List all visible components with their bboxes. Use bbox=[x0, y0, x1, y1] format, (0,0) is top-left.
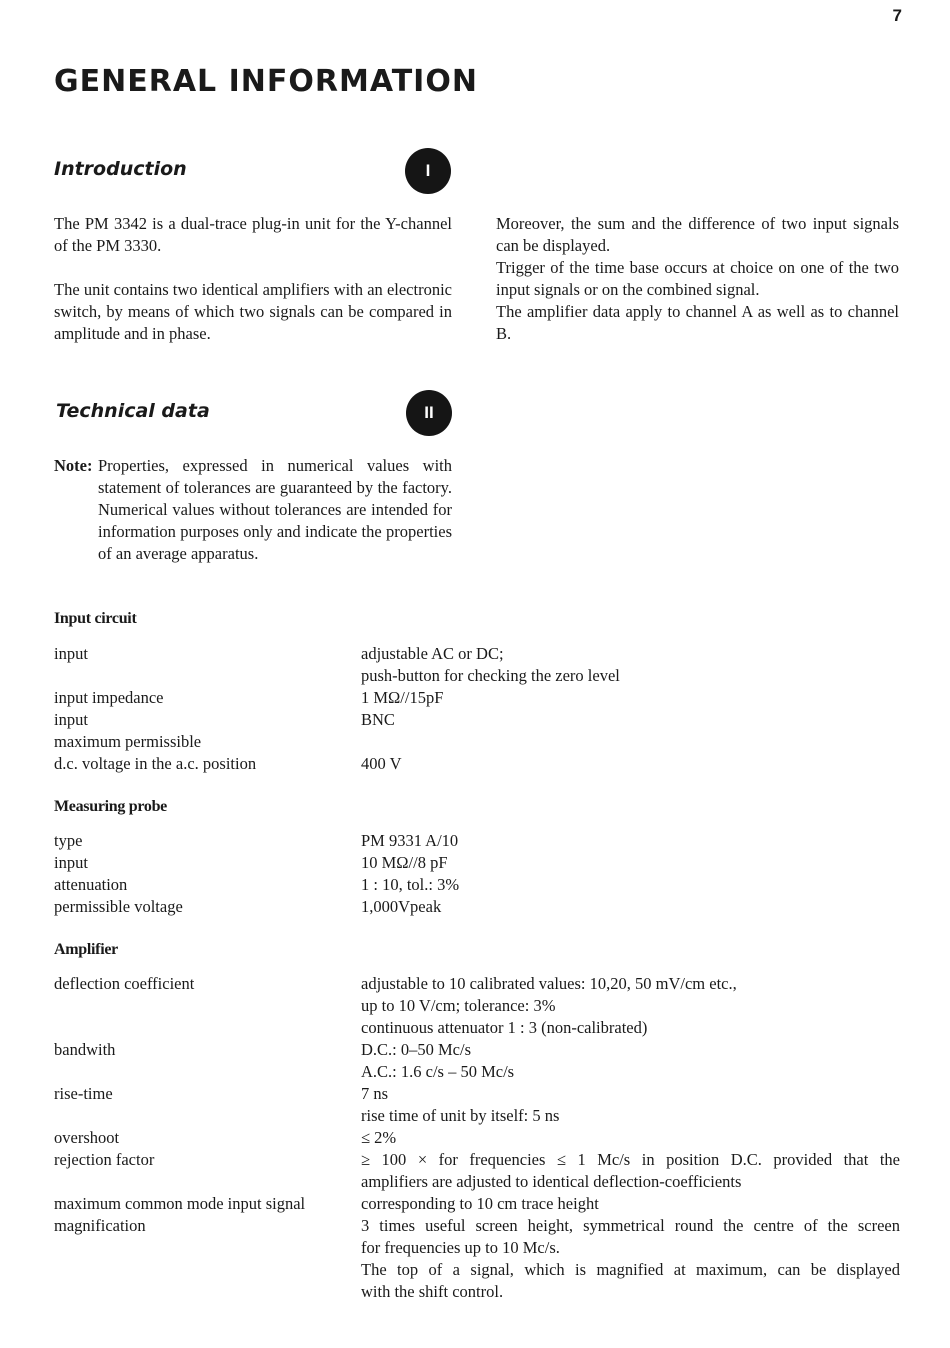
spec-value: D.C.: 0–50 Mc/s A.C.: 1.6 c/s – 50 Mc/s bbox=[361, 1040, 515, 1081]
intro-paragraph-2: The unit contains two identical amplifiers with an electronic switch, by means of which two signals can be compared in amplitude and in phase. bbox=[54, 280, 452, 343]
spec-label: permissible voltage bbox=[54, 897, 183, 916]
intro-right-paragraph-2: Trigger of the time base occurs at choice on one of the two input signals or on the combined signal. bbox=[496, 258, 899, 299]
input-circuit-heading: Input circuit bbox=[54, 610, 137, 627]
spec-value: 1,000Vpeak bbox=[361, 897, 442, 916]
spec-value: adjustable AC or DC; push-button for checking the zero level bbox=[361, 644, 620, 685]
introduction-heading: Introduction bbox=[54, 158, 187, 180]
spec-label: input bbox=[54, 710, 88, 729]
spec-value: 400 V bbox=[361, 754, 402, 773]
spec-label: input bbox=[54, 853, 88, 872]
spec-label: attenuation bbox=[54, 875, 128, 894]
spec-label: magnification bbox=[54, 1216, 146, 1235]
spec-label: rise-time bbox=[54, 1084, 113, 1103]
spec-label: input bbox=[54, 644, 88, 663]
intro-right-paragraph-3: The amplifier data apply to channel A as well as to channel B. bbox=[496, 302, 899, 343]
measuring-probe-heading: Measuring probe bbox=[54, 798, 167, 815]
spec-value: 1 MΩ//15pF bbox=[361, 688, 444, 707]
spec-value: ≥ 100 × for frequencies ≤ 1 Mc/s in position D.C. provided that the amplifiers are adjusted to identical deflection-coefficients bbox=[361, 1150, 900, 1191]
spec-label: rejection factor bbox=[54, 1150, 155, 1169]
spec-value: 7 ns rise time of unit by itself: 5 ns bbox=[361, 1084, 560, 1125]
spec-value: ≤ 2% bbox=[361, 1128, 397, 1147]
section-badge-ii: II bbox=[406, 390, 452, 436]
spec-label: maximum permissible bbox=[54, 732, 202, 751]
note-text: Properties, expressed in numerical values with statement of tolerances are guaranteed by the factory. Numerical values without tolerances are intended for information purposes only and indicate the properties of an average apparatus. bbox=[98, 456, 452, 563]
spec-value: PM 9331 A/10 bbox=[361, 831, 459, 850]
page-title: GENERAL INFORMATION bbox=[54, 64, 478, 99]
spec-value: 10 MΩ//8 pF bbox=[361, 853, 448, 872]
spec-value: 1 : 10, tol.: 3% bbox=[361, 875, 460, 894]
intro-right-paragraph-1: Moreover, the sum and the difference of two input signals can be displayed. bbox=[496, 214, 899, 255]
note-block bbox=[54, 455, 452, 565]
spec-value: BNC bbox=[361, 710, 395, 729]
spec-label: overshoot bbox=[54, 1128, 120, 1147]
spec-label: bandwith bbox=[54, 1040, 116, 1059]
page-number: 7 bbox=[892, 6, 902, 25]
spec-value: 3 times useful screen height, symmetrical round the centre of the screen for frequencies up to 10 Mc/s. The top of a signal, which is magnified at maximum, can be displayed with the shift control. bbox=[361, 1216, 900, 1301]
technical-data-heading: Technical data bbox=[56, 400, 210, 422]
amplifier-heading: Amplifier bbox=[54, 941, 118, 958]
note-label: Note: bbox=[54, 456, 93, 475]
spec-label: type bbox=[54, 831, 83, 850]
intro-paragraph-1: The PM 3342 is a dual-trace plug-in unit for the Y-channel of the PM 3330. bbox=[54, 214, 452, 255]
spec-label: d.c. voltage in the a.c. position bbox=[54, 754, 257, 773]
spec-label: deflection coefficient bbox=[54, 974, 195, 993]
section-badge-i: I bbox=[405, 148, 451, 194]
spec-value: corresponding to 10 cm trace height bbox=[361, 1194, 599, 1213]
spec-label: input impedance bbox=[54, 688, 164, 707]
spec-label: maximum common mode input signal bbox=[54, 1194, 306, 1213]
spec-value: adjustable to 10 calibrated values: 10,20, 50 mV/cm etc., up to 10 V/cm; tolerance: 3% continuous attenuator 1 : 3 (non-calibrated) bbox=[361, 974, 737, 1037]
